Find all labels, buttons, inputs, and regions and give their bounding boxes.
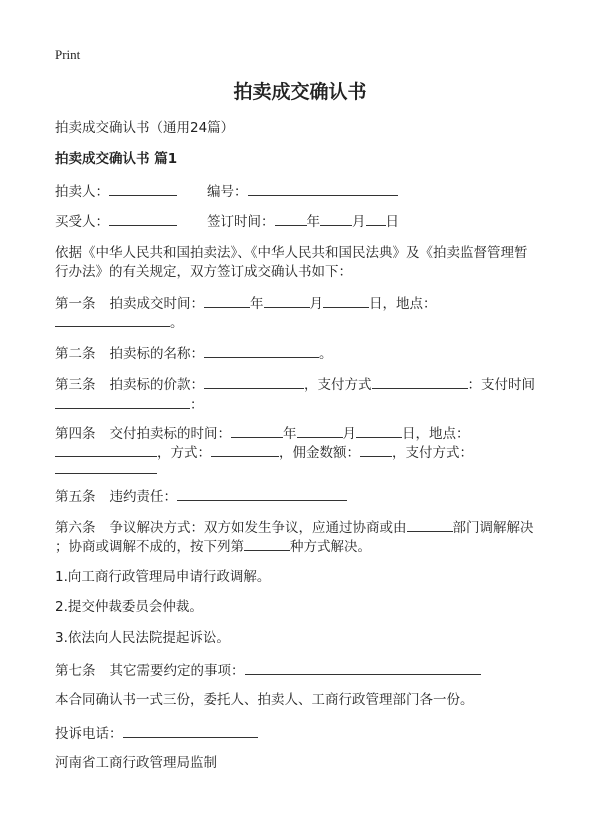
article-1: [55, 293, 437, 313]
punct: 。: [170, 315, 184, 331]
section-heading: 拍卖成交确认书 篇1: [55, 151, 178, 167]
number-label: 编号：: [207, 184, 248, 200]
article-3: [55, 374, 535, 394]
article-7: [55, 660, 481, 680]
copies-text: 本合同确认书一式三份，委托人、拍卖人、工商行政管理部门各一份。: [55, 692, 474, 708]
article-6-cont: [55, 536, 371, 556]
month-blank[interactable]: [320, 211, 352, 226]
year-label: 年: [250, 296, 264, 312]
blank[interactable]: [297, 423, 343, 438]
day-place-label: 日，地点：: [402, 426, 470, 442]
punct: ：: [190, 397, 204, 413]
complaint-label: 投诉电话：: [55, 726, 123, 742]
article-text: 拍卖标的名称：: [109, 346, 204, 362]
article-text: ；协商或调解不成的，按下列第: [55, 539, 244, 555]
article-no: 第六条: [55, 520, 96, 536]
number-blank[interactable]: [248, 181, 398, 196]
article-no: 第一条: [55, 296, 96, 312]
article-text: 种方式解决。: [290, 539, 371, 555]
date-label: 签订时间：: [207, 214, 275, 230]
article-no: 第七条: [55, 663, 96, 679]
blank[interactable]: [231, 423, 283, 438]
month-label: 月: [342, 426, 356, 442]
year-blank[interactable]: [275, 211, 307, 226]
punct: 。: [319, 346, 333, 362]
day-label: 日: [385, 214, 399, 230]
pay-time-blank[interactable]: [55, 394, 190, 409]
commission-label: ，佣金数额：: [279, 445, 360, 461]
basis-line1: 依据《中华人民共和国拍卖法》、《中华人民共和国民法典》及《拍卖监督管理暂: [55, 245, 528, 261]
pay-time-label: ：支付时间: [467, 377, 535, 393]
basis-line2: 行办法》的有关规定，双方签订成交确认书如下：: [55, 264, 352, 280]
article-no: 第二条: [55, 346, 96, 362]
article-text: 其它需要约定的事项：: [109, 663, 245, 679]
article-5: [55, 486, 347, 506]
article-6: [55, 517, 534, 537]
place-blank[interactable]: [55, 312, 170, 327]
blank[interactable]: [323, 293, 369, 308]
article-text: 拍卖标的价款：: [109, 377, 204, 393]
buyer-label: 买受人：: [55, 214, 109, 230]
article-no: 第五条: [55, 489, 96, 505]
article-text: 违约责任：: [109, 489, 177, 505]
option-blank[interactable]: [244, 536, 290, 551]
article-2: [55, 343, 333, 363]
month-label: 月: [352, 214, 366, 230]
supervisor-text: 河南省工商行政管理局监制: [55, 755, 217, 771]
article-text: 拍卖成交时间：: [109, 296, 204, 312]
option-3: 3.依法向人民法院提起诉讼。: [55, 630, 230, 646]
name-blank[interactable]: [204, 343, 319, 358]
blank[interactable]: [356, 423, 402, 438]
blank[interactable]: [204, 293, 250, 308]
year-label: 年: [283, 426, 297, 442]
article-text: 争议解决方式：双方如发生争议，应通过协商或由: [109, 520, 407, 536]
article-4-cont2: [55, 459, 157, 479]
auctioneer-blank[interactable]: [109, 181, 177, 196]
print-link[interactable]: Print: [55, 47, 81, 62]
option-2: 2.提交仲裁委员会仲裁。: [55, 599, 203, 615]
pay-method-label: ，支付方式：: [392, 445, 473, 461]
document-title: 拍卖成交确认书: [233, 81, 367, 103]
article-no: 第三条: [55, 377, 96, 393]
article-3-cont: [55, 394, 204, 414]
place-blank[interactable]: [55, 442, 157, 457]
day-blank[interactable]: [366, 211, 386, 226]
auctioneer-label: 拍卖人：: [55, 184, 109, 200]
buyer-line: [55, 211, 399, 231]
price-blank[interactable]: [204, 374, 304, 389]
article-text: 交付拍卖标的时间：: [109, 426, 231, 442]
blank[interactable]: [264, 293, 310, 308]
commission-blank[interactable]: [360, 442, 392, 457]
liability-blank[interactable]: [177, 486, 347, 501]
day-place-label: 日，地点：: [369, 296, 437, 312]
article-4: [55, 423, 470, 443]
year-label: 年: [306, 214, 320, 230]
month-label: 月: [309, 296, 323, 312]
subtitle: 拍卖成交确认书（通用24篇）: [55, 120, 235, 136]
other-matters-blank[interactable]: [245, 660, 481, 675]
auctioneer-line: [55, 181, 398, 201]
article-no: 第四条: [55, 426, 96, 442]
pay-method-blank[interactable]: [372, 374, 468, 389]
dept-blank[interactable]: [407, 517, 453, 532]
method-blank[interactable]: [211, 442, 279, 457]
option-1: 1.向工商行政管理局申请行政调解。: [55, 569, 271, 585]
method-label: ，方式：: [157, 445, 211, 461]
dept-label: 部门调解解决: [452, 520, 534, 536]
pay-method-label: ，支付方式: [304, 377, 372, 393]
complaint-line: [55, 723, 258, 743]
buyer-blank[interactable]: [109, 211, 177, 226]
pay-method-blank[interactable]: [55, 459, 157, 474]
article-1-cont: [55, 312, 184, 332]
complaint-phone-blank[interactable]: [123, 723, 258, 738]
